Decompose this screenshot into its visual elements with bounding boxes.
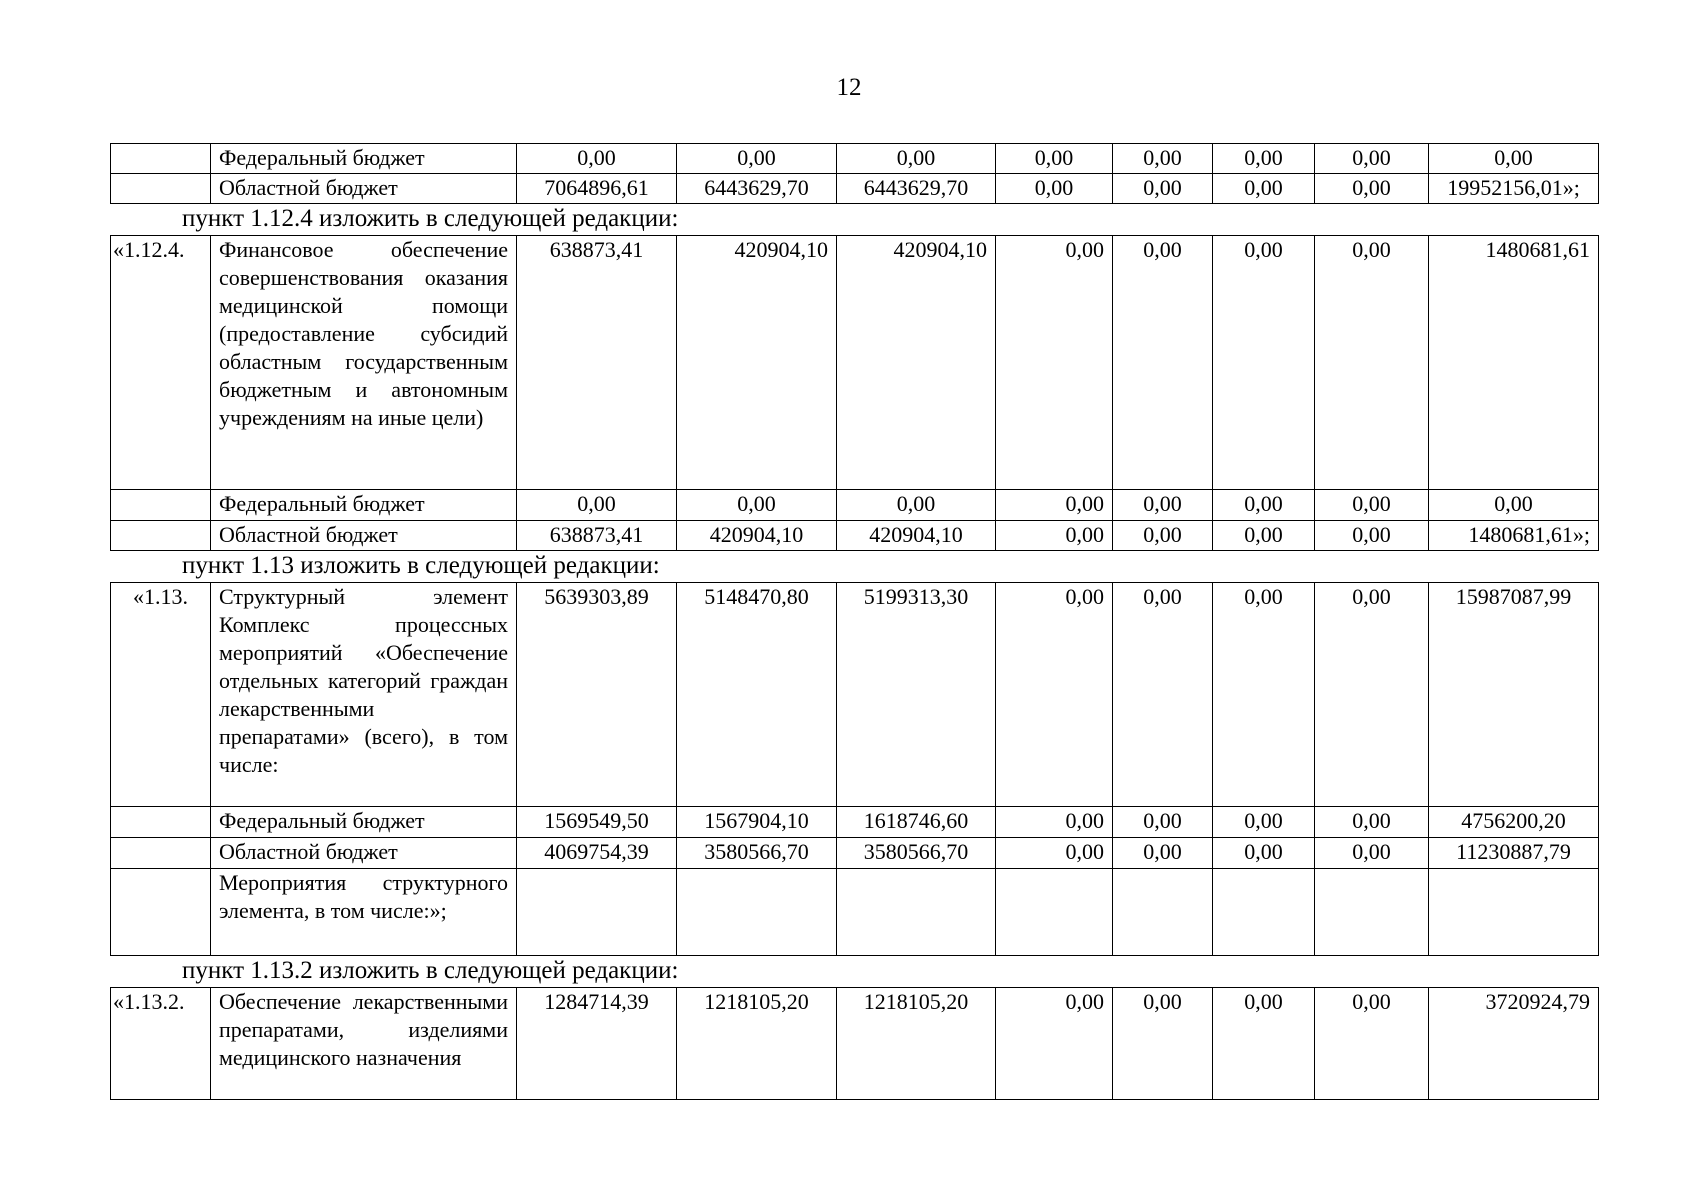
page-number: 12: [836, 74, 862, 101]
value-cell: 0,00: [517, 144, 677, 174]
value-cell: 5639303,89: [517, 583, 677, 807]
value-cell: 0,00: [1213, 807, 1315, 838]
value-cell: 3580566,70: [837, 838, 996, 869]
value-cell: [1213, 869, 1315, 956]
section-lead-1-13-2: пункт 1.13.2 изложить в следующей редакции:: [182, 957, 679, 984]
value-cell: [1113, 869, 1213, 956]
value-cell: 0,00: [1113, 174, 1213, 204]
table-row: [111, 583, 1599, 807]
value-cell: 0,00: [677, 490, 837, 521]
value-cell: 0,00: [1213, 988, 1315, 1100]
value-cell: 1569549,50: [517, 807, 677, 838]
value-cell: 1618746,60: [837, 807, 996, 838]
value-cell: 0,00: [1113, 838, 1213, 869]
row-label: Областной бюджет: [211, 521, 517, 551]
value-cell: 0,00: [1213, 521, 1315, 551]
value-cell: 0,00: [1113, 144, 1213, 174]
document-content: [110, 143, 1598, 1100]
value-cell: 0,00: [1429, 490, 1599, 521]
value-cell: 5148470,80: [677, 583, 837, 807]
value-cell: 0,00: [996, 521, 1113, 551]
value-cell: 5199313,30: [837, 583, 996, 807]
code-cell: [111, 174, 211, 204]
value-cell: 4069754,39: [517, 838, 677, 869]
table-section-1-13: [110, 582, 1599, 956]
value-cell: 0,00: [1213, 583, 1315, 807]
table-continuation: [110, 143, 1599, 204]
table-section-1-12-4: [110, 235, 1599, 551]
value-cell: 0,00: [837, 490, 996, 521]
value-cell: 0,00: [996, 144, 1113, 174]
value-cell: [1315, 869, 1429, 956]
value-cell: 0,00: [1429, 144, 1599, 174]
row-label: Федеральный бюджет: [211, 807, 517, 838]
table-row: [111, 144, 1599, 174]
value-cell: 0,00: [677, 144, 837, 174]
value-cell: 0,00: [837, 144, 996, 174]
value-cell: 0,00: [1113, 521, 1213, 551]
value-cell: 0,00: [1113, 807, 1213, 838]
code-cell: [111, 838, 211, 869]
value-cell: 0,00: [1213, 236, 1315, 490]
value-cell: 0,00: [996, 490, 1113, 521]
table-row: [111, 988, 1599, 1100]
value-cell: [996, 869, 1113, 956]
value-cell: 0,00: [1213, 144, 1315, 174]
value-cell: 0,00: [1315, 988, 1429, 1100]
value-cell: 4756200,20: [1429, 807, 1599, 838]
value-cell: 0,00: [1213, 838, 1315, 869]
value-cell: 420904,10: [837, 521, 996, 551]
row-label: Структурный элемент Комплекс процессных мероприятий «Обеспечение отдельных категорий граждан лекарственными препаратами» (всего), в том числе:: [211, 583, 517, 807]
row-label: Мероприятия структурного элемента, в том числе:»;: [211, 869, 517, 956]
value-cell: 3580566,70: [677, 838, 837, 869]
value-cell: 420904,10: [677, 236, 837, 490]
value-cell: 0,00: [1315, 490, 1429, 521]
code-cell: [111, 144, 211, 174]
value-cell: 0,00: [517, 490, 677, 521]
row-label: Финансовое обеспечение совершенствования оказания медицинской помощи (предоставление субсидий областным государственным бюджетным и автономным учреждениям на иные цели): [211, 236, 517, 490]
value-cell: 638873,41: [517, 521, 677, 551]
value-cell: 1218105,20: [837, 988, 996, 1100]
value-cell: 1480681,61»;: [1429, 521, 1599, 551]
value-cell: 0,00: [1315, 521, 1429, 551]
code-cell: «1.13.: [111, 583, 211, 807]
row-label: Областной бюджет: [211, 838, 517, 869]
value-cell: 0,00: [996, 807, 1113, 838]
value-cell: 6443629,70: [677, 174, 837, 204]
value-cell: 0,00: [996, 838, 1113, 869]
code-cell: «1.12.4.: [111, 236, 211, 490]
value-cell: 420904,10: [837, 236, 996, 490]
value-cell: 0,00: [1315, 807, 1429, 838]
value-cell: 6443629,70: [837, 174, 996, 204]
table-row: [111, 236, 1599, 490]
value-cell: 15987087,99: [1429, 583, 1599, 807]
value-cell: 1567904,10: [677, 807, 837, 838]
code-cell: «1.13.2.: [111, 988, 211, 1100]
value-cell: 19952156,01»;: [1429, 174, 1599, 204]
value-cell: 0,00: [996, 236, 1113, 490]
value-cell: [517, 869, 677, 956]
value-cell: 0,00: [996, 988, 1113, 1100]
row-label: Федеральный бюджет: [211, 144, 517, 174]
value-cell: 0,00: [1315, 583, 1429, 807]
value-cell: 0,00: [1213, 490, 1315, 521]
value-cell: 0,00: [1213, 174, 1315, 204]
value-cell: 0,00: [1315, 174, 1429, 204]
value-cell: 0,00: [1315, 144, 1429, 174]
row-label: Обеспечение лекарственными препаратами, изделиями медицинского назначения: [211, 988, 517, 1100]
code-cell: [111, 807, 211, 838]
value-cell: 1480681,61: [1429, 236, 1599, 490]
value-cell: 0,00: [1113, 236, 1213, 490]
table-row: [111, 521, 1599, 551]
value-cell: 0,00: [1315, 236, 1429, 490]
value-cell: 0,00: [1113, 490, 1213, 521]
row-label: Областной бюджет: [211, 174, 517, 204]
table-row: [111, 869, 1599, 956]
table-section-1-13-2: [110, 987, 1599, 1100]
code-cell: [111, 490, 211, 521]
value-cell: 1218105,20: [677, 988, 837, 1100]
value-cell: 7064896,61: [517, 174, 677, 204]
code-cell: [111, 869, 211, 956]
table-row: [111, 838, 1599, 869]
value-cell: [1429, 869, 1599, 956]
value-cell: 0,00: [1113, 583, 1213, 807]
row-label: Федеральный бюджет: [211, 490, 517, 521]
value-cell: 0,00: [996, 174, 1113, 204]
value-cell: 3720924,79: [1429, 988, 1599, 1100]
value-cell: 0,00: [1315, 838, 1429, 869]
table-row: [111, 807, 1599, 838]
value-cell: [837, 869, 996, 956]
value-cell: [677, 869, 837, 956]
value-cell: 420904,10: [677, 521, 837, 551]
value-cell: 0,00: [996, 583, 1113, 807]
value-cell: 638873,41: [517, 236, 677, 490]
table-row: [111, 490, 1599, 521]
code-cell: [111, 521, 211, 551]
section-lead-1-12-4: пункт 1.12.4 изложить в следующей редакции:: [182, 205, 679, 232]
section-lead-1-13: пункт 1.13 изложить в следующей редакции:: [182, 552, 660, 579]
value-cell: 0,00: [1113, 988, 1213, 1100]
table-row: [111, 174, 1599, 204]
value-cell: 11230887,79: [1429, 838, 1599, 869]
value-cell: 1284714,39: [517, 988, 677, 1100]
